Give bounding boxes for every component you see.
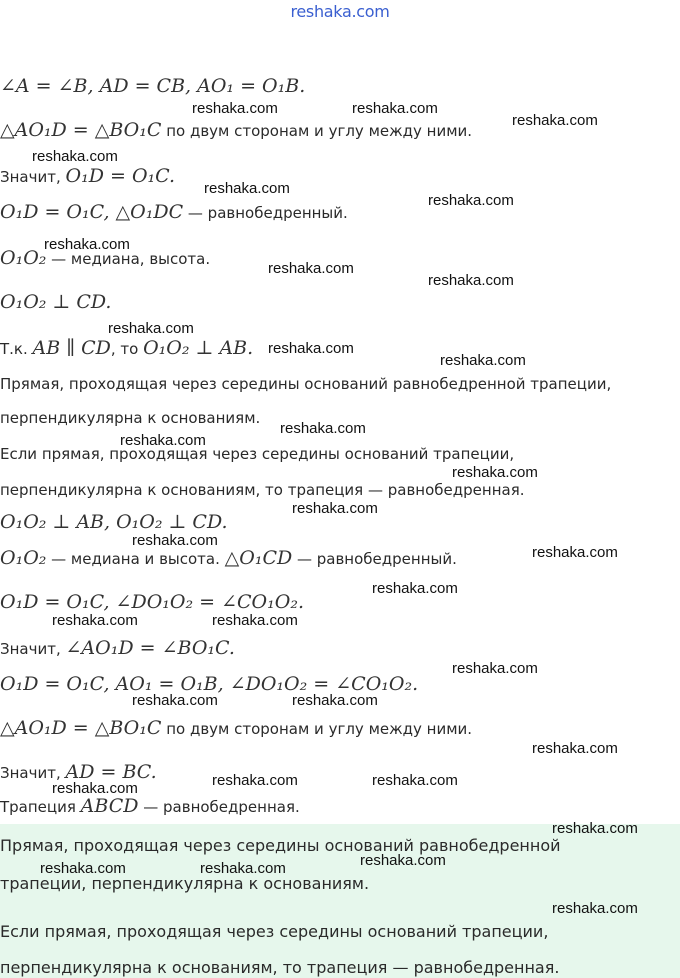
math-expression: △O₁CD — [224, 547, 293, 569]
line-text: перпендикулярна к основаниям. — [0, 409, 261, 427]
line-text: — равнобедренный. — [292, 550, 457, 568]
solution-line — [0, 512, 228, 533]
math-expression: AB ∥ CD — [32, 337, 111, 359]
highlight-line: Прямая, проходящая через середины оснований равнобедренной — [0, 836, 561, 855]
solution-line — [0, 120, 472, 141]
solution-line — [0, 202, 348, 223]
math-expression: O₁O₂ ⊥ CD. — [0, 291, 112, 313]
watermark: reshaka.com — [360, 852, 446, 869]
watermark: reshaka.com — [292, 500, 378, 517]
solution-line — [0, 548, 457, 569]
solution-line — [0, 374, 611, 394]
watermark: reshaka.com — [120, 432, 206, 449]
highlight-line: Если прямая, проходящая через середины оснований трапеции, — [0, 922, 549, 941]
math-expression: O₁D = O₁C, AO₁ = O₁B, ∠DO₁O₂ = ∠CO₁O₂. — [0, 673, 419, 695]
watermark: reshaka.com — [552, 820, 638, 837]
watermark: reshaka.com — [212, 612, 298, 629]
line-text: по двум сторонам и углу между ними. — [161, 122, 473, 140]
watermark: reshaka.com — [204, 180, 290, 197]
watermark: reshaka.com — [440, 352, 526, 369]
math-expression: O₁D = O₁C, ∠DO₁O₂ = ∠CO₁O₂. — [0, 591, 304, 613]
watermark: reshaka.com — [200, 860, 286, 877]
solution-line — [0, 480, 524, 500]
watermark: reshaka.com — [452, 660, 538, 677]
highlight-line: трапеции, перпендикулярна к основаниям. — [0, 874, 370, 893]
watermark: reshaka.com — [32, 148, 118, 165]
math-expression: O₁O₂ ⊥ AB. — [143, 337, 254, 359]
watermark: reshaka.com — [428, 272, 514, 289]
solution-line — [0, 338, 253, 359]
watermark: reshaka.com — [532, 740, 618, 757]
watermark: reshaka.com — [372, 580, 458, 597]
line-prefix: Значит, — [0, 764, 66, 782]
watermark: reshaka.com — [192, 100, 278, 117]
line-text: — равнобедренный. — [183, 204, 348, 222]
math-expression: ∠A = ∠B, AD = CB, AO₁ = O₁B. — [0, 75, 306, 97]
watermark: reshaka.com — [52, 780, 138, 797]
solution-line — [0, 718, 472, 739]
watermark: reshaka.com — [512, 112, 598, 129]
math-expression: O₁O₂ ⊥ AB, O₁O₂ ⊥ CD. — [0, 511, 228, 533]
watermark: reshaka.com — [532, 544, 618, 561]
math-expression: O₁D = O₁C, △O₁DC — [0, 201, 184, 223]
watermark: reshaka.com — [292, 692, 378, 709]
watermark: reshaka.com — [212, 772, 298, 789]
math-expression: O₁D = O₁C. — [65, 165, 176, 187]
watermark: reshaka.com — [428, 192, 514, 209]
watermark: reshaka.com — [52, 612, 138, 629]
line-text: Если прямая, проходящая через середины оснований трапеции, — [0, 445, 515, 463]
math-expression: △AO₁D = △BO₁C — [0, 119, 162, 141]
watermark: reshaka.com — [552, 900, 638, 917]
math-expression: ∠AO₁D = ∠BO₁C. — [65, 637, 235, 659]
line-text: перпендикулярна к основаниям, то трапеция — равнобедренная. — [0, 481, 525, 499]
site-link[interactable]: reshaka.com — [290, 2, 390, 21]
watermark: reshaka.com — [268, 260, 354, 277]
line-text: — равнобедренная. — [138, 798, 300, 816]
math-expression: O₁O₂ — [0, 247, 47, 269]
line-middle: , то — [110, 340, 144, 358]
solution-line — [0, 796, 300, 817]
watermark: reshaka.com — [40, 860, 126, 877]
watermark: reshaka.com — [280, 420, 366, 437]
watermark: reshaka.com — [132, 692, 218, 709]
line-prefix: Значит, — [0, 640, 66, 658]
watermark: reshaka.com — [452, 464, 538, 481]
watermark: reshaka.com — [372, 772, 458, 789]
watermark: reshaka.com — [44, 236, 130, 253]
line-prefix: Значит, — [0, 168, 66, 186]
solution-line — [0, 166, 175, 187]
solution-line — [0, 292, 111, 313]
line-text: Прямая, проходящая через середины оснований равнобедренной трапеции, — [0, 375, 612, 393]
line-prefix: Т.к. — [0, 340, 33, 358]
solution-line — [0, 592, 304, 613]
solution-line — [0, 76, 305, 97]
solution-line — [0, 638, 235, 659]
highlight-line: перпендикулярна к основаниям, то трапеция — равнобедренная. — [0, 958, 560, 977]
solution-line — [0, 444, 514, 464]
line-text: — медиана, высота. — [46, 250, 211, 268]
line-text: по двум сторонам и углу между ними. — [161, 720, 473, 738]
watermark: reshaka.com — [352, 100, 438, 117]
watermark: reshaka.com — [108, 320, 194, 337]
math-expression: O₁O₂ — [0, 547, 47, 569]
solution-line — [0, 408, 260, 428]
watermark: reshaka.com — [132, 532, 218, 549]
line-prefix: Трапеция — [0, 798, 81, 816]
math-expression: AD = BC. — [65, 761, 157, 783]
math-expression: △AO₁D = △BO₁C — [0, 717, 162, 739]
math-expression: ABCD — [80, 795, 139, 817]
watermark: reshaka.com — [268, 340, 354, 357]
line-middle: — медиана и высота. — [46, 550, 225, 568]
